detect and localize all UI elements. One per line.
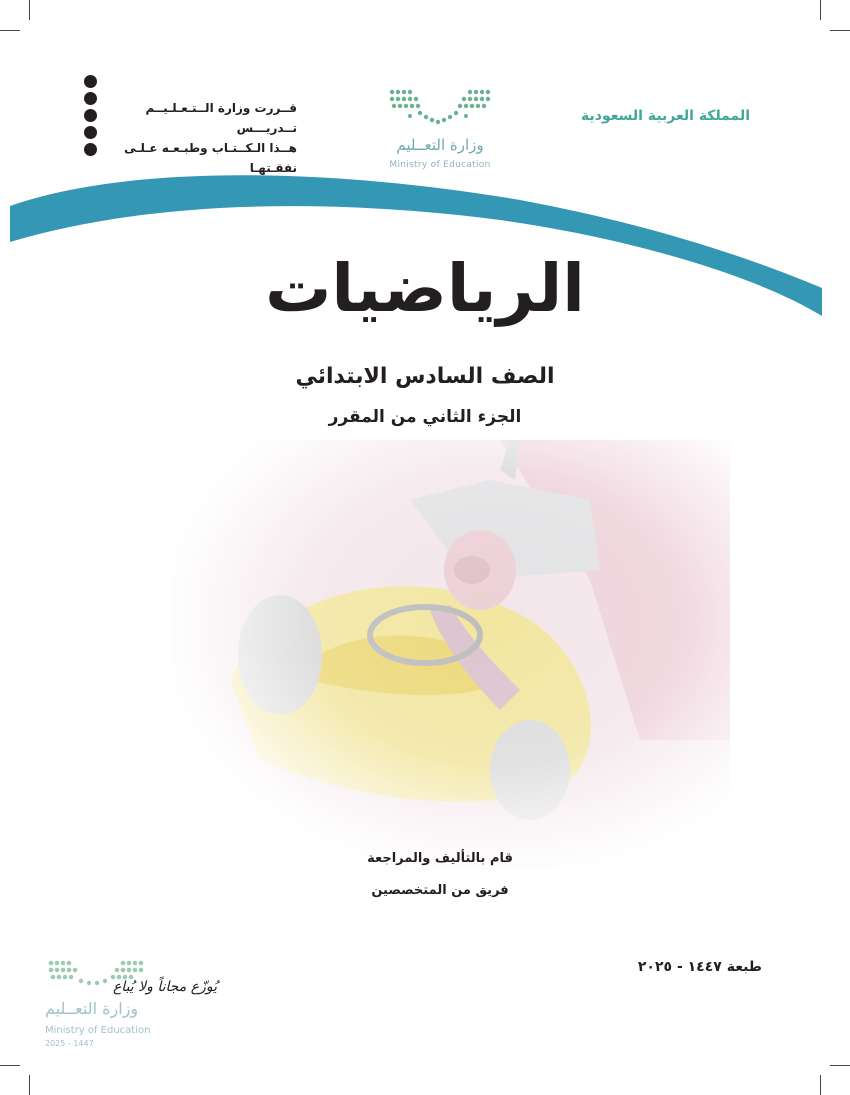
authors-team: فريق من المتخصصين	[371, 883, 509, 898]
decorative-dots	[84, 75, 98, 160]
ministry-logo	[380, 84, 500, 176]
notice-line-1: قــررت وزارة الــتـعـلـيــم تــدريـــس	[145, 101, 297, 135]
ministry-name: وزارة التعــليم	[396, 136, 484, 154]
crop-mark	[820, 1075, 821, 1095]
ministry-dots-logo-icon	[380, 84, 500, 136]
notice-line-2: هــذا الـكــتـاب وطبـعـه عـلـى نفقـتهـا	[124, 141, 297, 175]
cover-photo-go-kart	[170, 440, 730, 870]
ministry-notice	[105, 98, 297, 178]
crop-mark	[29, 0, 30, 20]
ministry-name-en: Ministry of Education	[45, 1025, 151, 1036]
crop-mark	[29, 1075, 30, 1095]
book-title: الرياضيات	[265, 250, 585, 327]
crop-mark	[0, 30, 20, 31]
crop-mark	[830, 1065, 850, 1066]
edition-label: طبعة ١٤٤٧ - ٢٠٢٥	[637, 959, 762, 975]
ministry-year-range: 2025 - 1447	[45, 1039, 94, 1048]
grade-label: الصف السادس الابتدائي	[295, 364, 555, 389]
crop-mark	[0, 1065, 20, 1066]
free-distribution-note: يُوزّع مجاناً ولا يُباع	[112, 979, 217, 995]
ministry-name: وزارة التعــليم	[45, 999, 139, 1018]
authors-label: قام بالتأليف والمراجعة	[367, 851, 513, 866]
kingdom-name: المملكة العربية السعودية	[581, 108, 750, 124]
part-label: الجزء الثاني من المقرر	[328, 407, 522, 427]
ministry-logo-bottom	[45, 957, 220, 1053]
ministry-name-en: Ministry of Education	[389, 160, 491, 170]
crop-mark	[820, 0, 821, 20]
crop-mark	[830, 30, 850, 31]
